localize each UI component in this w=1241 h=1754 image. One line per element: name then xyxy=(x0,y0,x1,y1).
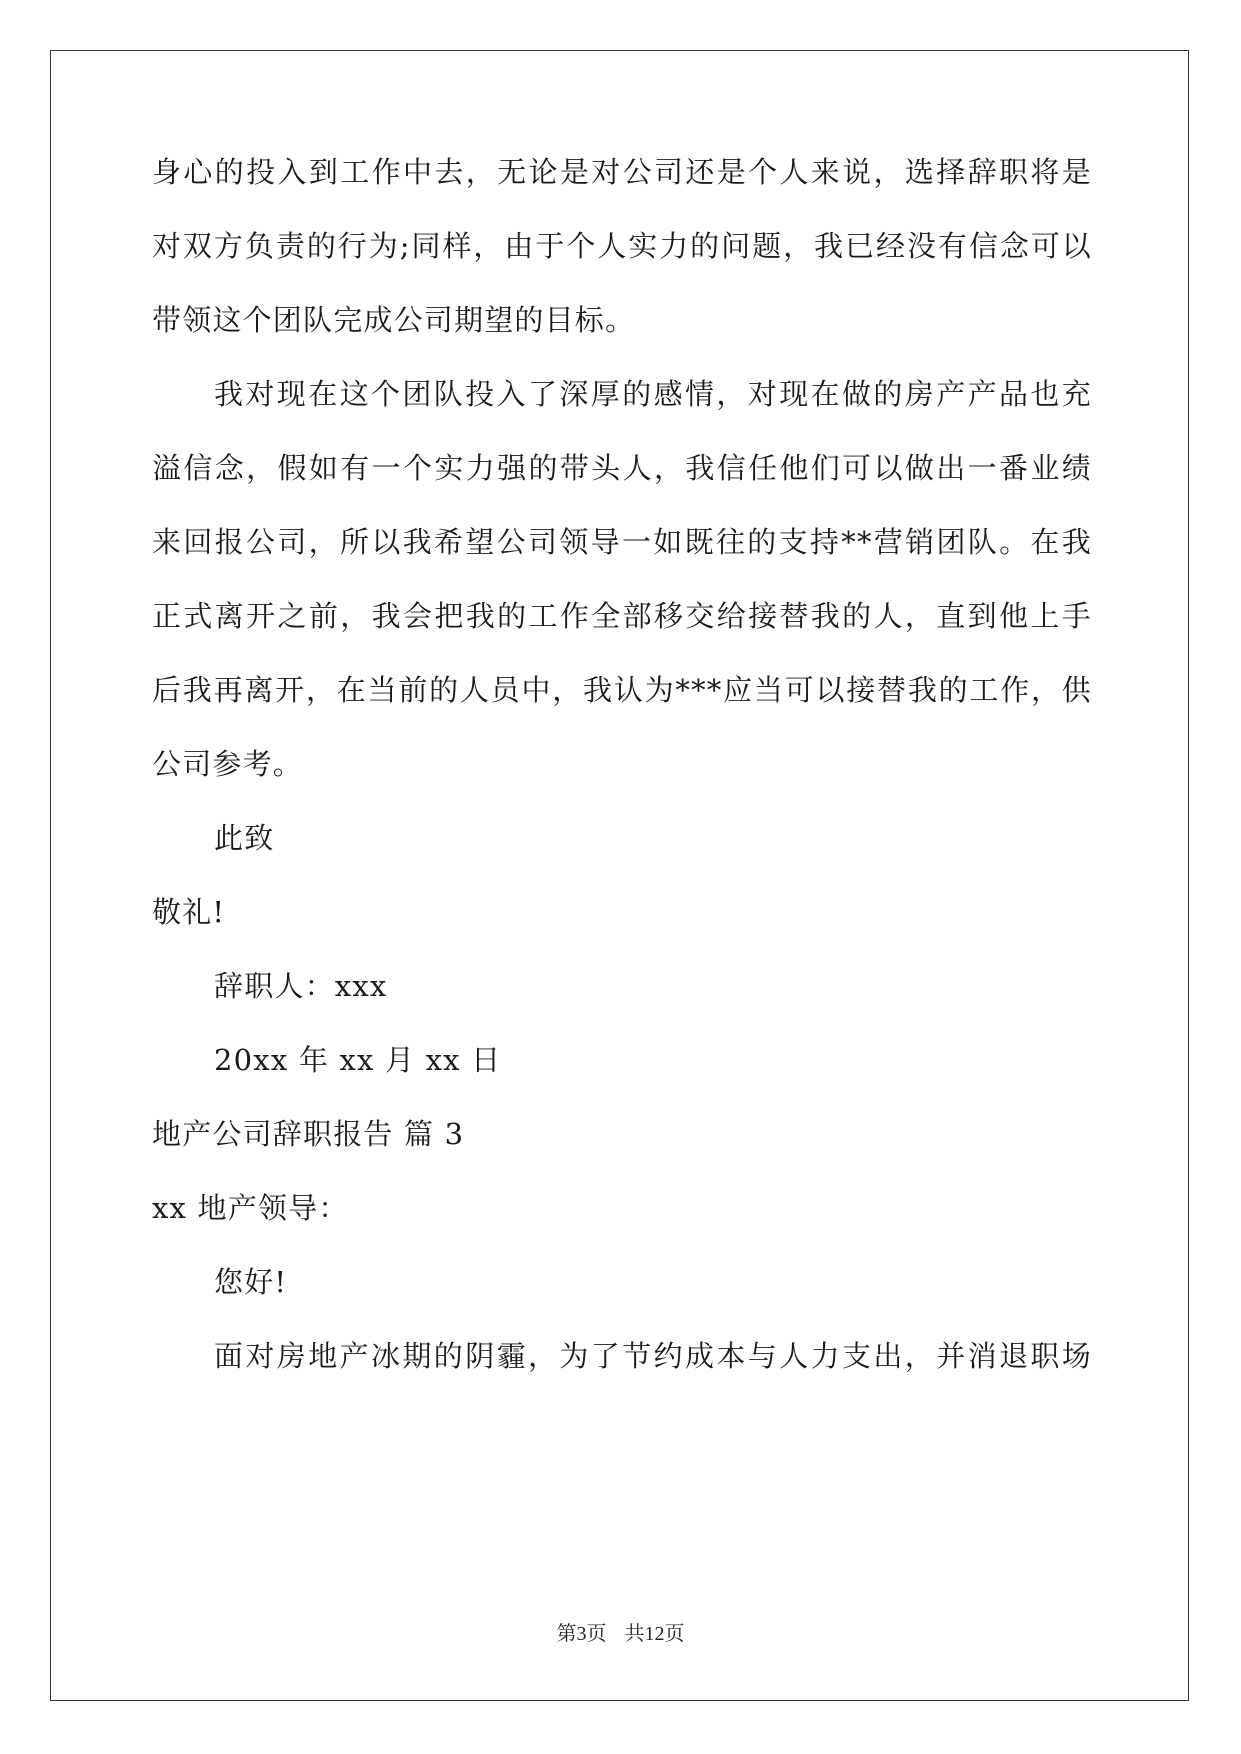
paragraph-line: 面对房地产冰期的阴霾，为了节约成本与人力支出，并消退职场 xyxy=(214,1339,1092,1373)
letter-greeting: 您好! xyxy=(214,1265,288,1299)
paragraph-line: 来回报公司，所以我希望公司领导一如既往的支持**营销团队。在我 xyxy=(152,525,1092,559)
date-line: 20xx 年 xx 月 xx 日 xyxy=(214,1043,502,1077)
page-border xyxy=(50,50,1189,1701)
paragraph-line: 正式离开之前，我会把我的工作全部移交给接替我的人，直到他上手 xyxy=(152,599,1092,633)
paragraph-line: 带领这个团队完成公司期望的目标。 xyxy=(152,303,636,337)
paragraph-line: 公司参考。 xyxy=(152,747,304,781)
closing-regards: 敬礼! xyxy=(152,895,226,929)
current-page-label: 第3页 xyxy=(556,1623,607,1645)
letter-addressee: xx 地产领导： xyxy=(152,1191,349,1225)
section-heading: 地产公司辞职报告 篇 3 xyxy=(152,1117,465,1151)
paragraph-line: 身心的投入到工作中去，无论是对公司还是个人来说，选择辞职将是 xyxy=(152,155,1092,189)
signature-line: 辞职人：xxx xyxy=(214,969,388,1003)
paragraph-line: 对双方负责的行为;同样，由于个人实力的问题，我已经没有信念可以 xyxy=(152,229,1092,263)
paragraph-line: 溢信念，假如有一个实力强的带头人，我信任他们可以做出一番业绩 xyxy=(152,451,1092,485)
page-footer xyxy=(0,1622,1241,1646)
closing-salutation: 此致 xyxy=(214,821,275,855)
paragraph-line: 我对现在这个团队投入了深厚的感情，对现在做的房产产品也充 xyxy=(214,377,1092,411)
total-pages-label: 共12页 xyxy=(624,1623,685,1645)
paragraph-line: 后我再离开，在当前的人员中，我认为***应当可以接替我的工作，供 xyxy=(152,673,1092,707)
